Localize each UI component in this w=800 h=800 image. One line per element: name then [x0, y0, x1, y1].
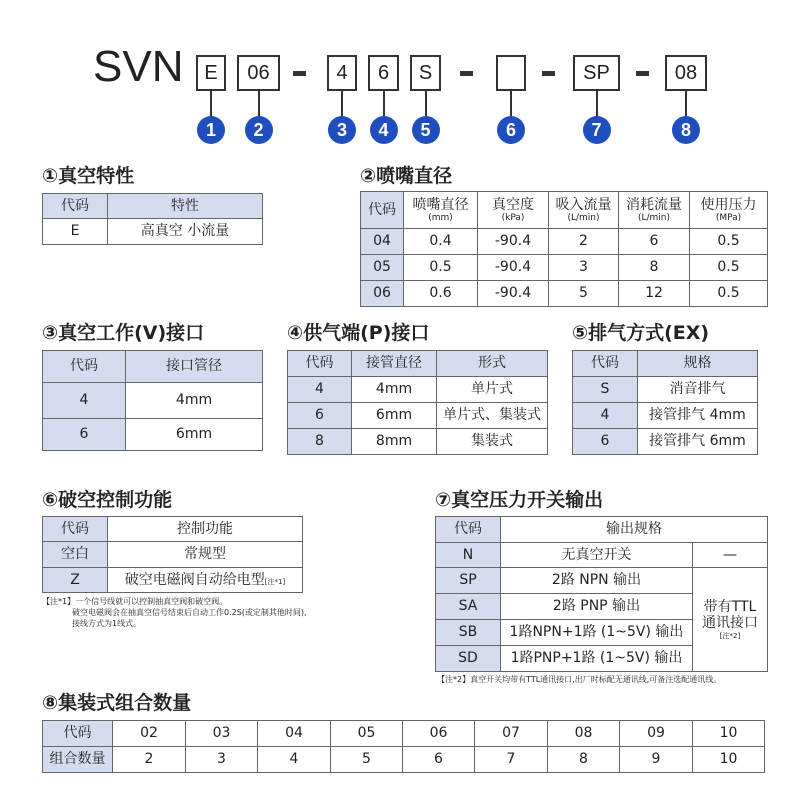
cell-text: 代码 [368, 201, 396, 218]
cell-text: -90.4 [494, 285, 532, 302]
table-row [573, 403, 758, 429]
cell-text: 6 [649, 233, 659, 250]
table-header-row [573, 351, 758, 377]
dash-separator [542, 71, 555, 76]
table-cell [108, 517, 303, 542]
table-cell [186, 747, 258, 773]
cell-text: 10 [719, 751, 738, 768]
cell-text: 0.5 [429, 259, 452, 276]
cell-text: 12 [645, 285, 663, 302]
table-row [288, 429, 548, 455]
cell-text: 单片式 [471, 381, 513, 398]
cell-text: 单片式、集装式 [443, 407, 541, 424]
model-code-box [496, 55, 526, 91]
model-code-box: S [410, 55, 441, 91]
cell-text: 组合数量 [49, 751, 106, 768]
cell-text: 代码 [305, 355, 334, 372]
table-cell [404, 255, 478, 281]
cell-text: 04 [373, 233, 391, 250]
cell-text: 使用压力 [700, 196, 757, 213]
table-row [43, 542, 303, 568]
s7-table [435, 516, 768, 672]
cell-text: N [462, 546, 474, 563]
table-cell [43, 517, 108, 542]
table-cell [573, 377, 638, 403]
cell-text: 1路PNP+1路 (1~5V) 输出 [510, 650, 683, 667]
model-code-box: 08 [665, 55, 707, 91]
number-badge: 4 [370, 116, 398, 144]
table-cell [403, 721, 475, 747]
table-row [43, 568, 303, 593]
cell-text: 04 [285, 725, 303, 742]
table-cell [258, 747, 331, 773]
table-cell [404, 192, 478, 229]
model-prefix: SVN [93, 42, 184, 91]
s8-title: ⑧集装式组合数量 [42, 692, 192, 714]
cell-text: 6 [79, 426, 89, 443]
cell-text: 07 [502, 725, 520, 742]
cell-text: 0.5 [717, 259, 740, 276]
model-code-box: 4 [327, 55, 357, 91]
table-cell [288, 403, 352, 429]
cell-text: 输出规格 [606, 521, 662, 538]
table-cell [288, 429, 352, 455]
table-row [43, 383, 263, 419]
cell-unit: (mm) [428, 212, 453, 223]
cell-text: 消音排气 [669, 381, 726, 398]
table-cell [43, 542, 108, 568]
cell-text: 08 [574, 725, 593, 742]
cell-text: 消耗流量 [626, 196, 682, 213]
table-cell [501, 594, 693, 620]
table-cell [108, 194, 263, 219]
s3-table [42, 350, 263, 451]
dash-separator [293, 71, 306, 76]
table-cell [573, 351, 638, 377]
cell-text: 6 [434, 751, 443, 768]
cell-text: 5 [362, 751, 371, 768]
cell-text: 喷嘴直径 [412, 196, 469, 213]
dash-separator [636, 71, 649, 76]
cell-text: 3 [217, 751, 226, 768]
number-badge: 8 [672, 116, 700, 144]
footnote: 【注*2】真空开关均带有TTL通讯接口,出厂时标配无通讯线,可备注选配通讯线。 [437, 675, 722, 684]
cell-text: -90.4 [494, 233, 532, 250]
number-badge: 1 [197, 116, 225, 144]
table-row [361, 229, 768, 255]
s5-title: ⑤排气方式(EX) [572, 322, 710, 344]
cell-text: -90.4 [494, 259, 532, 276]
s5-table [572, 350, 758, 455]
table-cell [501, 646, 693, 672]
cell-text: 接口管径 [166, 358, 222, 375]
cell-text: 06 [429, 725, 448, 742]
connector-line [210, 91, 212, 117]
cell-text: 05 [357, 725, 376, 742]
table-cell [693, 721, 765, 747]
number-badge: 2 [245, 116, 273, 144]
table-cell [436, 517, 501, 543]
s4-title: ④供气端(P)接口 [287, 322, 430, 344]
cell-text: 1路NPN+1路 (1~5V) 输出 [509, 624, 684, 641]
table-cell [108, 568, 303, 593]
table-cell [693, 543, 768, 568]
table-cell [43, 419, 126, 451]
table-cell [693, 568, 768, 672]
cell-text: 代码 [61, 520, 89, 537]
cell-text: SB [458, 624, 478, 641]
table-cell [331, 747, 403, 773]
cell-text: 06 [373, 285, 391, 302]
cell-text: 吸入流量 [555, 196, 612, 213]
cell-text: 0.5 [717, 285, 740, 302]
cell-text: S [600, 381, 610, 398]
number-badge: 5 [412, 116, 440, 144]
table-cell [475, 721, 548, 747]
footnote: 接线方式为1线式。 [72, 619, 142, 628]
connector-line [258, 91, 260, 117]
table-cell [548, 721, 620, 747]
dash-separator [460, 71, 473, 76]
table-cell [258, 721, 331, 747]
cell-text: 5 [579, 285, 588, 302]
cell-text: SD [458, 650, 478, 667]
cell-text: 真空度 [492, 196, 534, 213]
cell-text: 4mm [175, 392, 213, 409]
number-badge: 7 [583, 116, 611, 144]
s3-title: ③真空工作(V)接口 [42, 322, 205, 344]
cell-text: 4 [289, 751, 299, 768]
table-cell [573, 429, 638, 455]
cell-text: 05 [373, 259, 391, 276]
table-cell [619, 281, 690, 307]
cell-text: — [723, 546, 737, 563]
table-cell [361, 281, 404, 307]
cell-text: 3 [579, 259, 588, 276]
s2-table [360, 191, 768, 307]
table-cell [638, 377, 758, 403]
cell-text: 0.4 [429, 233, 452, 250]
model-code-box: 06 [237, 55, 280, 91]
table-cell [573, 403, 638, 429]
cell-text: E [70, 223, 80, 240]
table-cell [619, 192, 690, 229]
table-cell [361, 192, 404, 229]
footnote-ref: [注*2] [719, 631, 741, 640]
table-row [43, 419, 263, 451]
table-row [43, 747, 765, 773]
table-cell [549, 192, 619, 229]
table-row [573, 429, 758, 455]
cell-unit: (MPa) [715, 212, 742, 223]
table-cell [501, 620, 693, 646]
table-cell [43, 721, 113, 747]
cell-text: 无真空开关 [561, 546, 632, 563]
connector-line [425, 91, 427, 117]
table-cell [690, 281, 768, 307]
cell-text: 接管排气 6mm [649, 433, 746, 450]
cell-text: 特性 [171, 197, 199, 214]
cell-text: 8 [315, 433, 324, 450]
table-cell [437, 351, 548, 377]
table-cell [113, 721, 186, 747]
table-cell [113, 747, 186, 773]
cell-text: 2路 PNP 输出 [552, 598, 641, 615]
table-cell [43, 194, 108, 219]
model-code-box: E [196, 55, 226, 91]
connector-line [596, 91, 598, 117]
table-cell [361, 255, 404, 281]
table-cell [352, 429, 437, 455]
table-header-row [43, 721, 765, 747]
table-cell [501, 568, 693, 594]
table-cell [126, 383, 263, 419]
table-cell [549, 229, 619, 255]
table-row [361, 255, 768, 281]
table-cell [43, 219, 108, 245]
table-header-row [361, 192, 768, 229]
table-cell [361, 229, 404, 255]
connector-line [510, 91, 512, 117]
table-row [288, 377, 548, 403]
table-cell [437, 403, 548, 429]
table-cell [638, 351, 758, 377]
table-cell [619, 255, 690, 281]
cell-text: 带有TTL通讯接口 [702, 599, 758, 632]
table-row [573, 377, 758, 403]
table-cell [478, 281, 549, 307]
cell-text: 代码 [63, 725, 92, 742]
table-cell [437, 429, 548, 455]
table-header-row [436, 517, 768, 543]
s1-table [42, 193, 263, 245]
cell-text: 2路 NPN 输出 [551, 572, 642, 589]
table-cell [548, 747, 620, 773]
table-cell [436, 568, 501, 594]
cell-text: 02 [140, 725, 158, 742]
cell-text: SP [459, 572, 477, 589]
model-code-box: 6 [368, 55, 399, 91]
table-cell [478, 192, 549, 229]
cell-text: 接管排气 4mm [649, 407, 746, 424]
table-cell [186, 721, 258, 747]
table-cell [475, 747, 548, 773]
table-row [43, 219, 263, 245]
cell-text: 代码 [454, 521, 482, 538]
cell-text: 接管直径 [366, 355, 422, 372]
table-cell [288, 351, 352, 377]
cell-text: 集装式 [471, 433, 513, 450]
s8-table [42, 720, 765, 773]
footnote: 【注*1】一个信号线就可以控制抽真空阀和破空阀。 [42, 597, 228, 606]
table-row [436, 568, 768, 594]
s1-title: ①真空特性 [42, 165, 135, 187]
table-cell [501, 543, 693, 568]
connector-line [383, 91, 385, 117]
table-cell [436, 543, 501, 568]
table-cell [638, 429, 758, 455]
cell-text: 4 [600, 407, 610, 424]
cell-text: Z [70, 571, 80, 588]
cell-unit: (L/min) [567, 212, 600, 223]
table-cell [436, 620, 501, 646]
table-row [288, 403, 548, 429]
table-cell [331, 721, 403, 747]
cell-text: 空白 [61, 546, 89, 563]
table-cell [108, 219, 263, 245]
table-cell [126, 351, 263, 383]
table-cell [478, 255, 549, 281]
table-header-row [288, 351, 548, 377]
cell-text: 2 [579, 233, 588, 250]
table-cell [352, 377, 437, 403]
s2-title: ②喷嘴直径 [360, 165, 453, 187]
table-cell [478, 229, 549, 255]
table-cell [501, 517, 768, 543]
connector-line [685, 91, 687, 117]
cell-text: 代码 [591, 355, 619, 372]
cell-text: 4mm [375, 381, 413, 398]
table-cell [638, 403, 758, 429]
s4-table [287, 350, 548, 455]
cell-text: 6mm [375, 407, 413, 424]
footnote: 破空电磁阀会在抽真空信号结束后自动工作0.2S(或定制其他时间), [72, 608, 307, 617]
cell-text: 0.6 [429, 285, 452, 302]
table-cell [288, 377, 352, 403]
s6-table [42, 516, 303, 593]
table-cell [690, 192, 768, 229]
cell-text: 4 [315, 381, 324, 398]
cell-text: 4 [79, 392, 89, 409]
cell-text: 8 [579, 751, 588, 768]
cell-text: 7 [506, 751, 516, 768]
table-cell [352, 351, 437, 377]
cell-unit: (L/min) [637, 212, 671, 223]
cell-text: 代码 [70, 358, 98, 375]
table-cell [43, 351, 126, 383]
cell-text: 0.5 [717, 233, 740, 250]
table-cell [620, 747, 693, 773]
table-cell [690, 229, 768, 255]
s6-title: ⑥破空控制功能 [42, 489, 173, 511]
table-cell [43, 568, 108, 593]
cell-text: 代码 [61, 197, 89, 214]
cell-text: 形式 [478, 355, 506, 372]
table-header-row [43, 517, 303, 542]
table-cell [620, 721, 693, 747]
table-cell [437, 377, 548, 403]
table-cell [126, 419, 263, 451]
cell-text: 03 [212, 725, 231, 742]
table-cell [693, 747, 765, 773]
table-cell [352, 403, 437, 429]
table-cell [404, 281, 478, 307]
model-code-box: SP [573, 55, 620, 91]
table-cell [436, 646, 501, 672]
number-badge: 6 [497, 116, 525, 144]
table-cell [43, 383, 126, 419]
table-cell [619, 229, 690, 255]
cell-text: 6mm [175, 426, 213, 443]
table-cell [43, 747, 113, 773]
table-cell [404, 229, 478, 255]
cell-text: 控制功能 [177, 520, 233, 537]
cell-text: 8mm [375, 433, 413, 450]
number-badge: 3 [328, 116, 356, 144]
s7-title: ⑦真空压力开关输出 [435, 489, 604, 511]
connector-line [341, 91, 343, 117]
table-header-row [43, 351, 263, 383]
table-row [436, 543, 768, 568]
cell-text: 9 [651, 751, 661, 768]
table-row [361, 281, 768, 307]
cell-text: SA [458, 598, 478, 615]
table-cell [403, 747, 475, 773]
cell-unit: (kPa) [501, 212, 525, 223]
table-cell [549, 281, 619, 307]
cell-text: 2 [144, 751, 154, 768]
table-header-row [43, 194, 263, 219]
footnote-ref: [注*1] [264, 577, 286, 586]
table-cell [690, 255, 768, 281]
table-cell [549, 255, 619, 281]
cell-text: 规格 [683, 355, 712, 372]
table-cell [108, 542, 303, 568]
cell-text: 10 [719, 725, 738, 742]
cell-text: 高真空 小流量 [140, 223, 230, 240]
cell-text: 8 [649, 259, 659, 276]
table-cell [436, 594, 501, 620]
cell-text: 破空电磁阀自动给电型 [124, 571, 265, 588]
cell-text: 6 [315, 407, 324, 424]
cell-text: 6 [600, 433, 610, 450]
cell-text: 09 [647, 725, 665, 742]
cell-text: 常规型 [184, 546, 226, 563]
